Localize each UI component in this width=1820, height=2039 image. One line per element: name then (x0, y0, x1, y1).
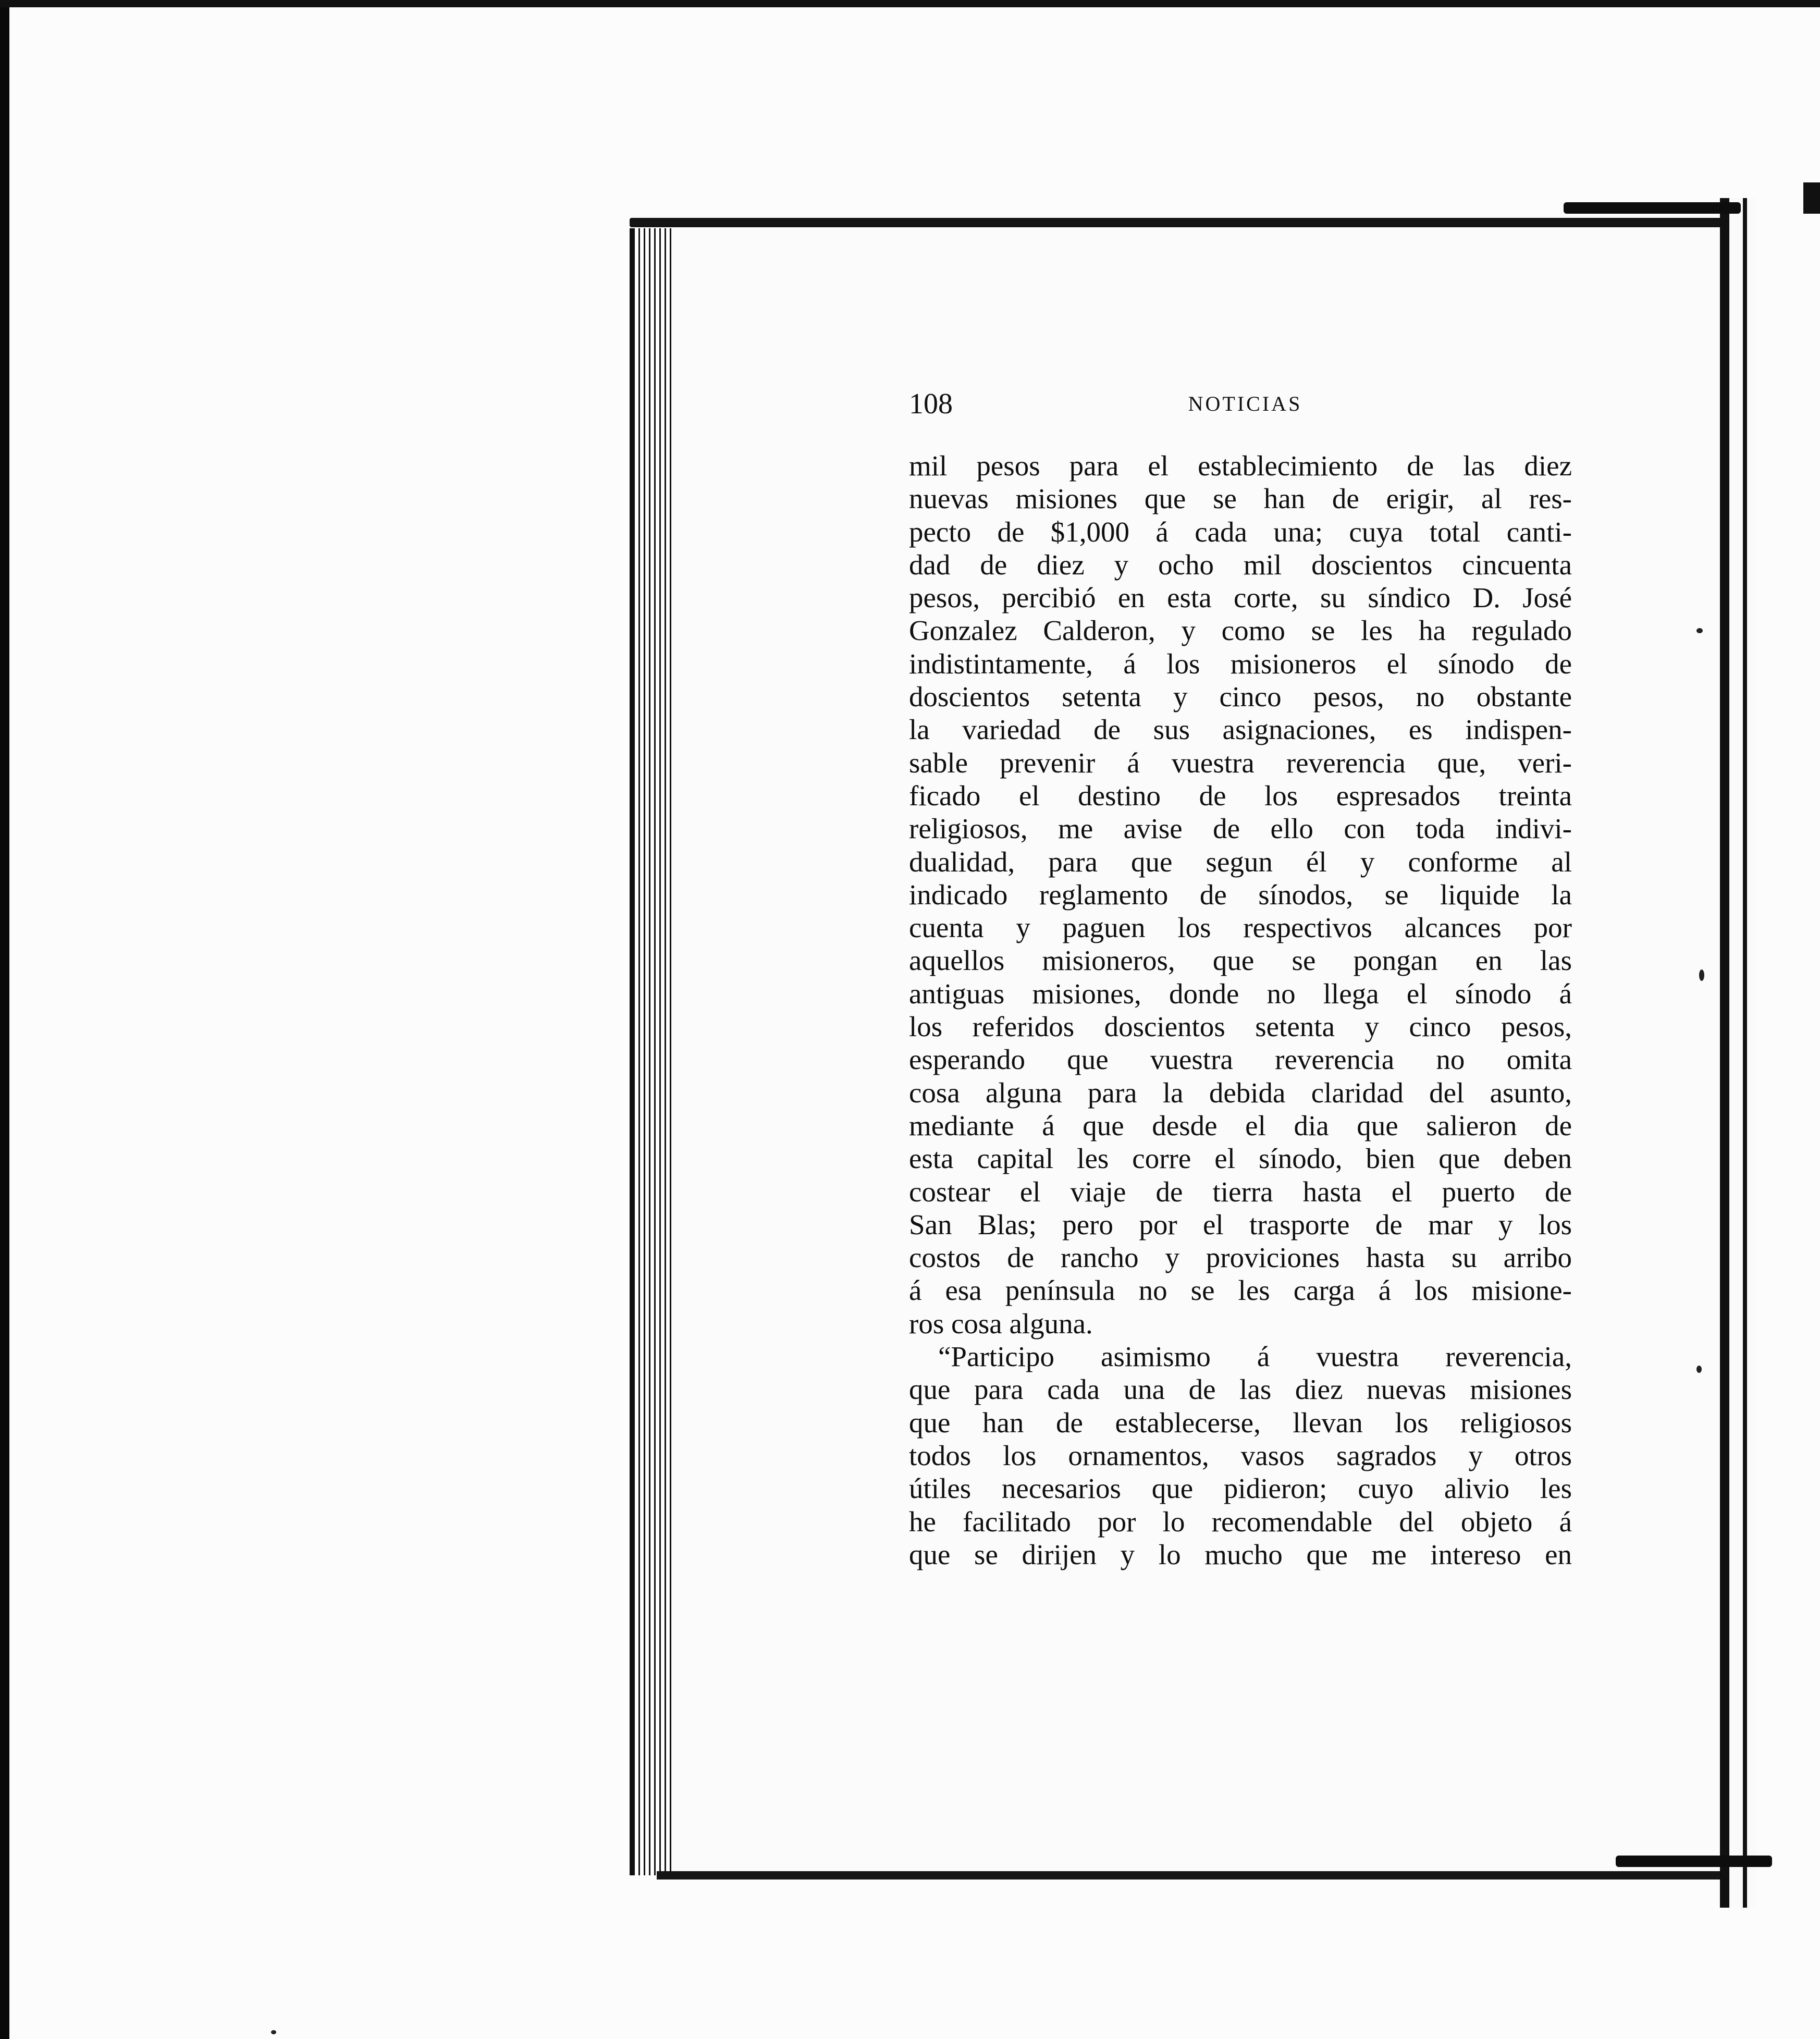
text-line: pesos, percibió en esta corte, su síndico D. José (909, 582, 1572, 614)
page-stack-edge (630, 228, 671, 1875)
text-line: ros cosa alguna. (909, 1307, 1093, 1340)
text-line: los referidos doscientos setenta y cinco pesos, (909, 1011, 1572, 1043)
scan-speck (1696, 628, 1703, 633)
text-line: indicado reglamento de sínodos, se liquide la (909, 878, 1572, 911)
text-line: San Blas; pero por el trasporte de mar y los (909, 1208, 1572, 1240)
binding-clip-bottom (1616, 1856, 1772, 1867)
text-line: esta capital les corre el sínodo, bien que deben (909, 1143, 1572, 1175)
text-line: ficado el destino de los espresados treinta (909, 779, 1572, 812)
text-line: aquellos misioneros, que se pongan en las (909, 944, 1572, 977)
text-line: dad de diez y ocho mil doscientos cincuenta (909, 548, 1572, 581)
paragraph-1 (909, 449, 1572, 1340)
text-line: costear el viaje de tierra hasta el puerto de (909, 1175, 1572, 1208)
text-line: nuevas misiones que se han de erigir, al res- (909, 483, 1572, 515)
binding-clip-top (1564, 202, 1741, 214)
paragraph-2 (909, 1340, 1572, 1571)
text-line: doscientos setenta y cinco pesos, no obstante (909, 681, 1572, 713)
text-line: sable prevenir á vuestra reverencia que, veri- (909, 746, 1572, 779)
text-line: cosa alguna para la debida claridad del asunto, (909, 1076, 1572, 1109)
text-line: todos los ornamentos, vasos sagrados y otros (909, 1439, 1572, 1471)
text-line: á esa península no se les carga á los misione- (909, 1274, 1572, 1307)
page-bottom-edge (657, 1871, 1740, 1880)
text-line: mil pesos para el establecimiento de las diez (909, 450, 1572, 482)
body-text (909, 449, 1572, 1571)
text-line: indistintamente, á los misioneros el sínodo de (909, 647, 1572, 680)
page-number: 108 (909, 388, 953, 420)
text-line: cuenta y paguen los respectivos alcances por (909, 912, 1572, 944)
scan-speck (271, 2030, 276, 2034)
scan-speck (1699, 969, 1704, 981)
text-line: dualidad, para que segun él y conforme al (909, 845, 1572, 878)
text-line: mediante á que desde el dia que salieron de (909, 1109, 1572, 1141)
text-line: pecto de $1,000 á cada una; cuya total canti- (909, 515, 1572, 548)
text-line: Gonzalez Calderon, y como se les ha regulado (909, 615, 1572, 647)
text-line: que se dirijen y lo mucho que me intereso en (909, 1538, 1572, 1570)
scan-speck (1696, 1366, 1702, 1373)
text-line: la variedad de sus asignaciones, es indispen- (909, 714, 1572, 746)
text-line: he facilitado por lo recomendable del objeto á (909, 1505, 1572, 1538)
text-line: que han de establecerse, llevan los religiosos (909, 1406, 1572, 1439)
book-binding (1720, 198, 1756, 1908)
text-line: “Participo asimismo á vuestra reverencia, (938, 1341, 1572, 1373)
page-header (909, 380, 1310, 427)
running-head: NOTICIAS (1188, 392, 1302, 415)
text-line: esperando que vuestra reverencia no omita (909, 1043, 1572, 1076)
page-top-edge (630, 218, 1740, 227)
text-line: costos de rancho y proviciones hasta su arribo (909, 1242, 1572, 1274)
text-line: antiguas misiones, donde no llega el sínodo á (909, 977, 1572, 1010)
scan-left-border (0, 0, 9, 2039)
text-line: útiles necesarios que pidieron; cuyo alivio les (909, 1472, 1572, 1505)
scan-top-border (0, 0, 1820, 7)
scan-corner-mark (1803, 182, 1820, 214)
text-line: religiosos, me avise de ello con toda indivi- (909, 813, 1572, 845)
text-line: que para cada una de las diez nuevas misiones (909, 1373, 1572, 1406)
